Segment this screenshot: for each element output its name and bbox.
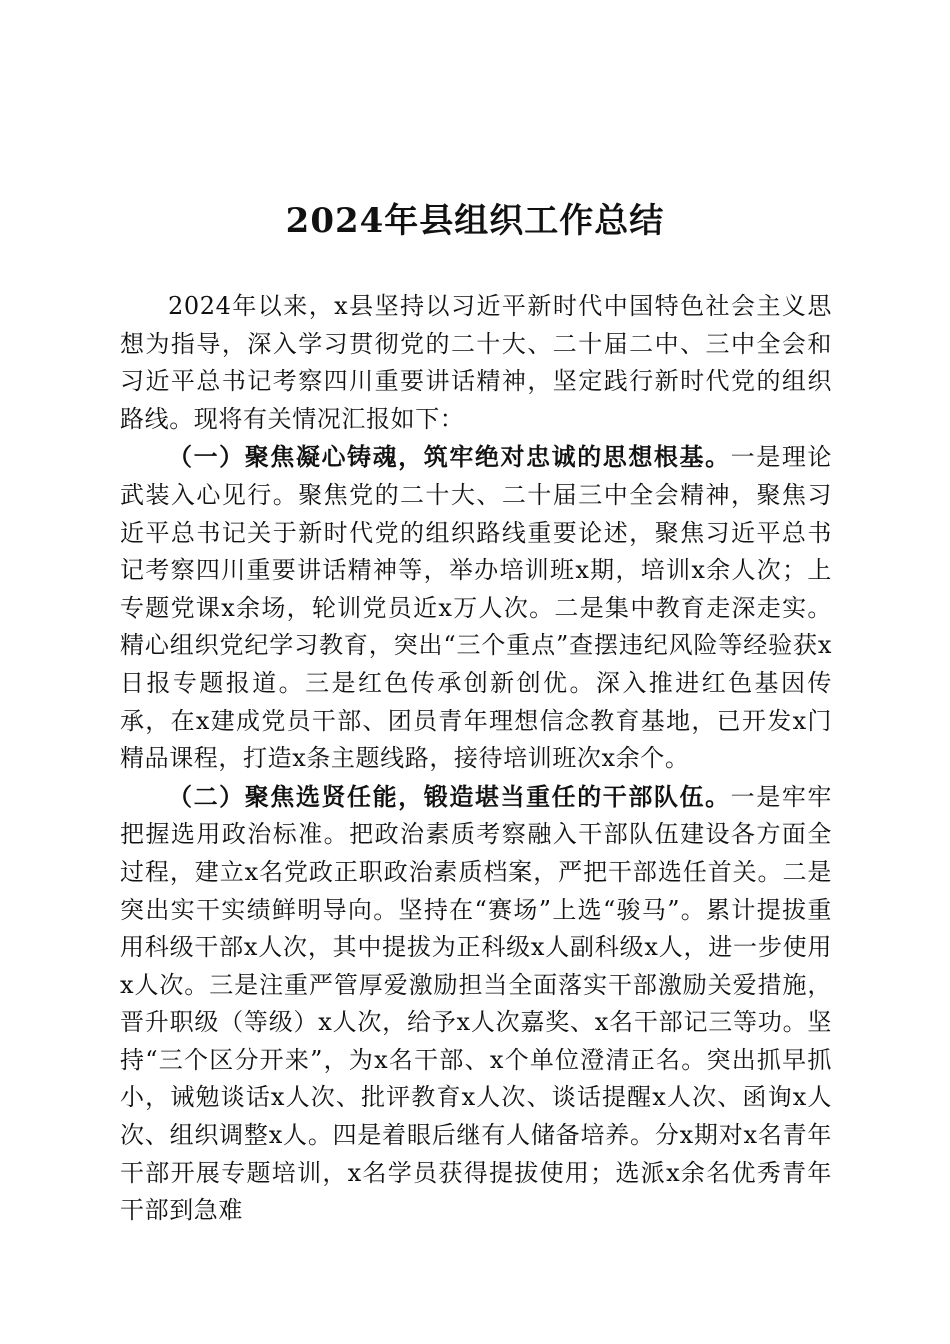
- section-1-paragraph: [120, 438, 832, 777]
- section-1-text: 一是理论武装入心见行。聚焦党的二十大、二十届三中全会精神，聚焦习近平总书记关于新时代党的组织路线重要论述，聚焦习近平总书记考察四川重要讲话精神等，举办培训班x期，培训x余人次；上专题党课x余场，轮训党员近x万人次。二是集中教育走深走实。精心组织党纪学习教育，突出“三个重点”查摆违纪风险等经验获x日报专题报道。三是红色传承创新创优。深入推进红色基因传承，在x建成党员干部、团员青年理想信念教育基地，已开发x门精品课程，打造x条主题线路，接待培训班次x余个。: [120, 443, 832, 773]
- section-2-paragraph: [120, 778, 832, 1230]
- document-body: [120, 288, 832, 1230]
- section-2-heading: （二）聚焦选贤任能，锻造堪当重任的干部队伍。: [168, 781, 731, 811]
- section-1-heading: （一）聚焦凝心铸魂，筑牢绝对忠诚的思想根基。: [168, 442, 731, 472]
- section-2-text: 一是牢牢把握选用政治标准。把政治素质考察融入干部队伍建设各方面全过程，建立x名党政正职政治素质档案，严把干部选任首关。二是突出实干实绩鲜明导向。坚持在“赛场”上选“骏马”。累计提拔重用科级干部x人次，其中提拔为正科级x人副科级x人，进一步使用x人次。三是注重严管厚爱激励担当全面落实干部激励关爱措施，晋升职级（等级）x人次，给予x人次嘉奖、x名干部记三等功。坚持“三个区分开来”，为x名干部、x个单位澄清正名。突出抓早抓小，诫勉谈话x人次、批评教育x人次、谈话提醒x人次、函询x人次、组织调整x人。四是着眼后继有人储备培养。分x期对x名青年干部开展专题培训，x名学员获得提拔使用；选派x余名优秀青年干部到急难: [120, 782, 832, 1225]
- document-title: 2024年县组织工作总结: [285, 201, 665, 241]
- intro-paragraph: 2024年以来，x县坚持以习近平新时代中国特色社会主义思想为指导，深入学习贯彻党的二十大、二十届二中、三中全会和习近平总书记考察四川重要讲话精神，坚定践行新时代党的组织路线。现将有关情况汇报如下：: [120, 292, 832, 433]
